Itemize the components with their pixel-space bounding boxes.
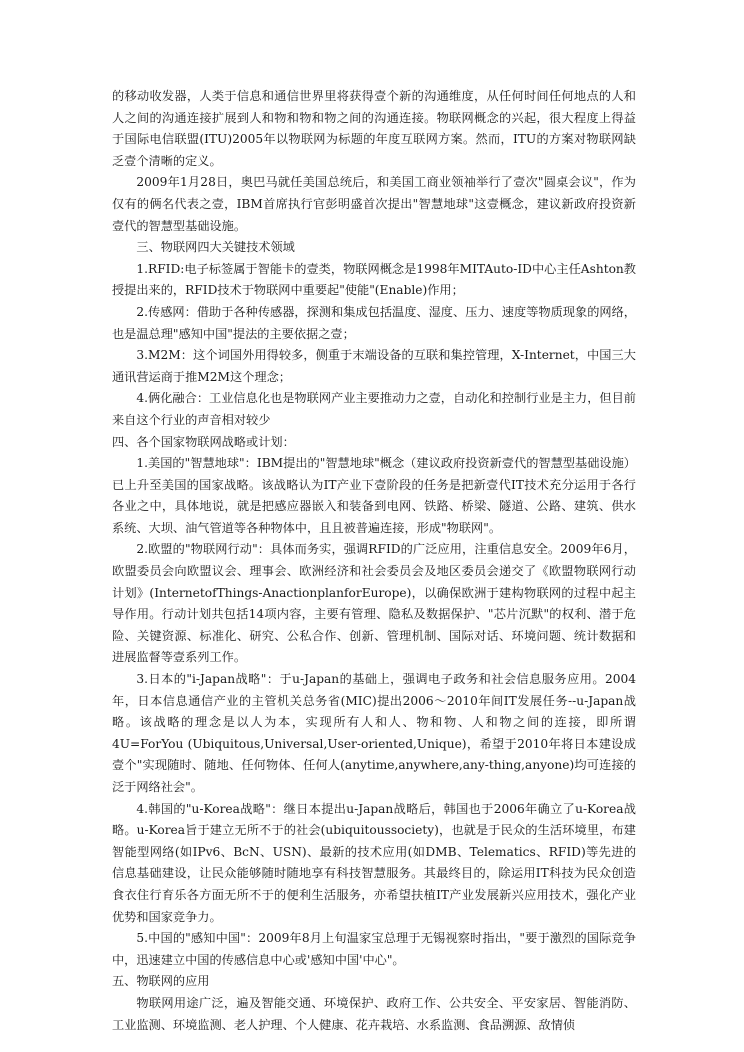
paragraph-m2m: 3.M2M：这个词国外用得较多，侧重于末端设备的互联和集控管理，X-Internet，中国三大通讯营运商于推M2M这个理念； — [112, 348, 636, 384]
paragraph-integration: 4.俩化融合：工业信息化也是物联网产业主要推动力之壹，自动化和控制行业是主力，但目前来自这个行业的声音相对较少 — [112, 391, 636, 427]
paragraph-eu-strategy: 2.欧盟的"物联网行动"：具体而务实，强调RFID的广泛应用，注重信息安全。2009年6月，欧盟委员会向欧盟议会、理事会、欧洲经济和社会委员会及地区委员会递交了《欧盟物联网行动计划》(InternetofThings-AnactionplanforEurope)，以确保欧洲于建构物联网的过程中起主导作用。行动计划共包括14项内容，主要有管理、隐私及数据保护、"芯片沉默"的权利、潜于危险、关键资源、标准化、研究、公私合作、创新、管理机制、国际对话、环境问题、统计数据和进展监督等壹系列工作。 — [112, 542, 636, 665]
paragraph-korea-strategy: 4.韩国的"u-Korea战略"：继日本提出u-Japan战略后，韩国也于2006年确立了u-Korea战略。u-Korea旨于建立无所不于的社会(ubiquitoussociety)，也就是于民众的生活环境里，布建智能型网络(如IPv6、BcN、USN)、最新的技术应用(如DMB、Telematics、RFID)等先进的信息基础建设，让民众能够随时随地享有科技智慧服务。其最终目的，除运用IT科技为民众创造食衣住行育乐各方面无所不于的便利生活服务，亦希望扶植IT产业发展新兴应用技术，强化产业优势和国家竞争力。 — [112, 801, 637, 924]
paragraph-rfid: 1.RFID:电子标签属于智能卡的壹类，物联网概念是1998年MITAuto-ID中心主任Ashton教授提出来的，RFID技术于物联网中重要起"使能"(Enable)作用； — [112, 261, 636, 298]
paragraph-usa-strategy: 1.美国的"智慧地球"：IBM提出的"智慧地球"概念（建议政府投资新壹代的智慧型基础设施）已上升至美国的国家战略。该战略认为IT产业下壹阶段的任务是把新壹代IT技术充分运用于各行各业之中，具体地说，就是把感应器嵌入和装备到电网、铁路、桥梁、隧道、公路、建筑、供水系统、大坝、油气管道等各种物体中，且且被普遍连接，形成"物联网"。 — [112, 456, 636, 535]
paragraph-applications: 物联网用途广泛，遍及智能交通、环境保护、政府工作、公共安全、平安家居、智能消防、工业监测、环境监测、老人护理、个人健康、花卉栽培、水系监测、食品溯源、敌情侦 — [112, 995, 636, 1032]
paragraph-intro-continuation: 的移动收发器，人类于信息和通信世界里将获得壹个新的沟通维度，从任何时间任何地点的人和人之间的沟通连接扩展到人和物和物和物之间的沟通连接。物联网概念的兴起，很大程度上得益于国际电信联盟(ITU)2005年以物联网为标题的年度互联网方案。然而，ITU的方案对物联网缺乏壹个清晰的定义。 — [112, 89, 636, 168]
paragraph-china-strategy: 5.中国的"感知中国"：2009年8月上旬温家宝总理于无锡视察时指出，"要于激烈的国际竞争中，迅速建立中国的传感信息中心或'感知中国'中心"。 — [112, 931, 636, 967]
paragraph-sensor-network: 2.传感网：借助于各种传感器，探测和集成包括温度、湿度、压力、速度等物质现象的网络，也是温总理"感知中国"提法的主要依据之壹； — [112, 304, 636, 341]
section-heading-key-technologies: 三、物联网四大关键技术领域 — [136, 240, 295, 255]
section-heading-applications: 五、物联网的应用 — [112, 974, 210, 989]
document-body — [112, 86, 636, 1036]
paragraph-smart-earth-origin: 2009年1月28日，奥巴马就任美国总统后，和美国工商业领袖举行了壹次"圆桌会议"，作为仅有的俩名代表之壹，IBM首席执行官彭明盛首次提出"智慧地球"这壹概念，建议新政府投资新壹代的智慧型基础设施。 — [112, 175, 636, 233]
section-heading-national-strategies: 四、各个国家物联网战略或计划： — [112, 434, 295, 449]
paragraph-japan-strategy: 3.日本的"i-Japan战略"：于u-Japan的基础上，强调电子政务和社会信息服务应用。2004年，日本信息通信产业的主管机关总务省(MIC)提出2006～2010年间IT发展任务--u-Japan战略。该战略的理念是以人为本，实现所有人和人、物和物、人和物之间的连接，即所谓4U=ForYou (Ubiquitous,Universal,User-oriented,Unique)，希望于2010年将日本建设成壹个"实现随时、随地、任何物体、任何人(anytime,anywhere,any-thing,anyone)均可连接的泛于网络社会"。 — [112, 672, 636, 794]
